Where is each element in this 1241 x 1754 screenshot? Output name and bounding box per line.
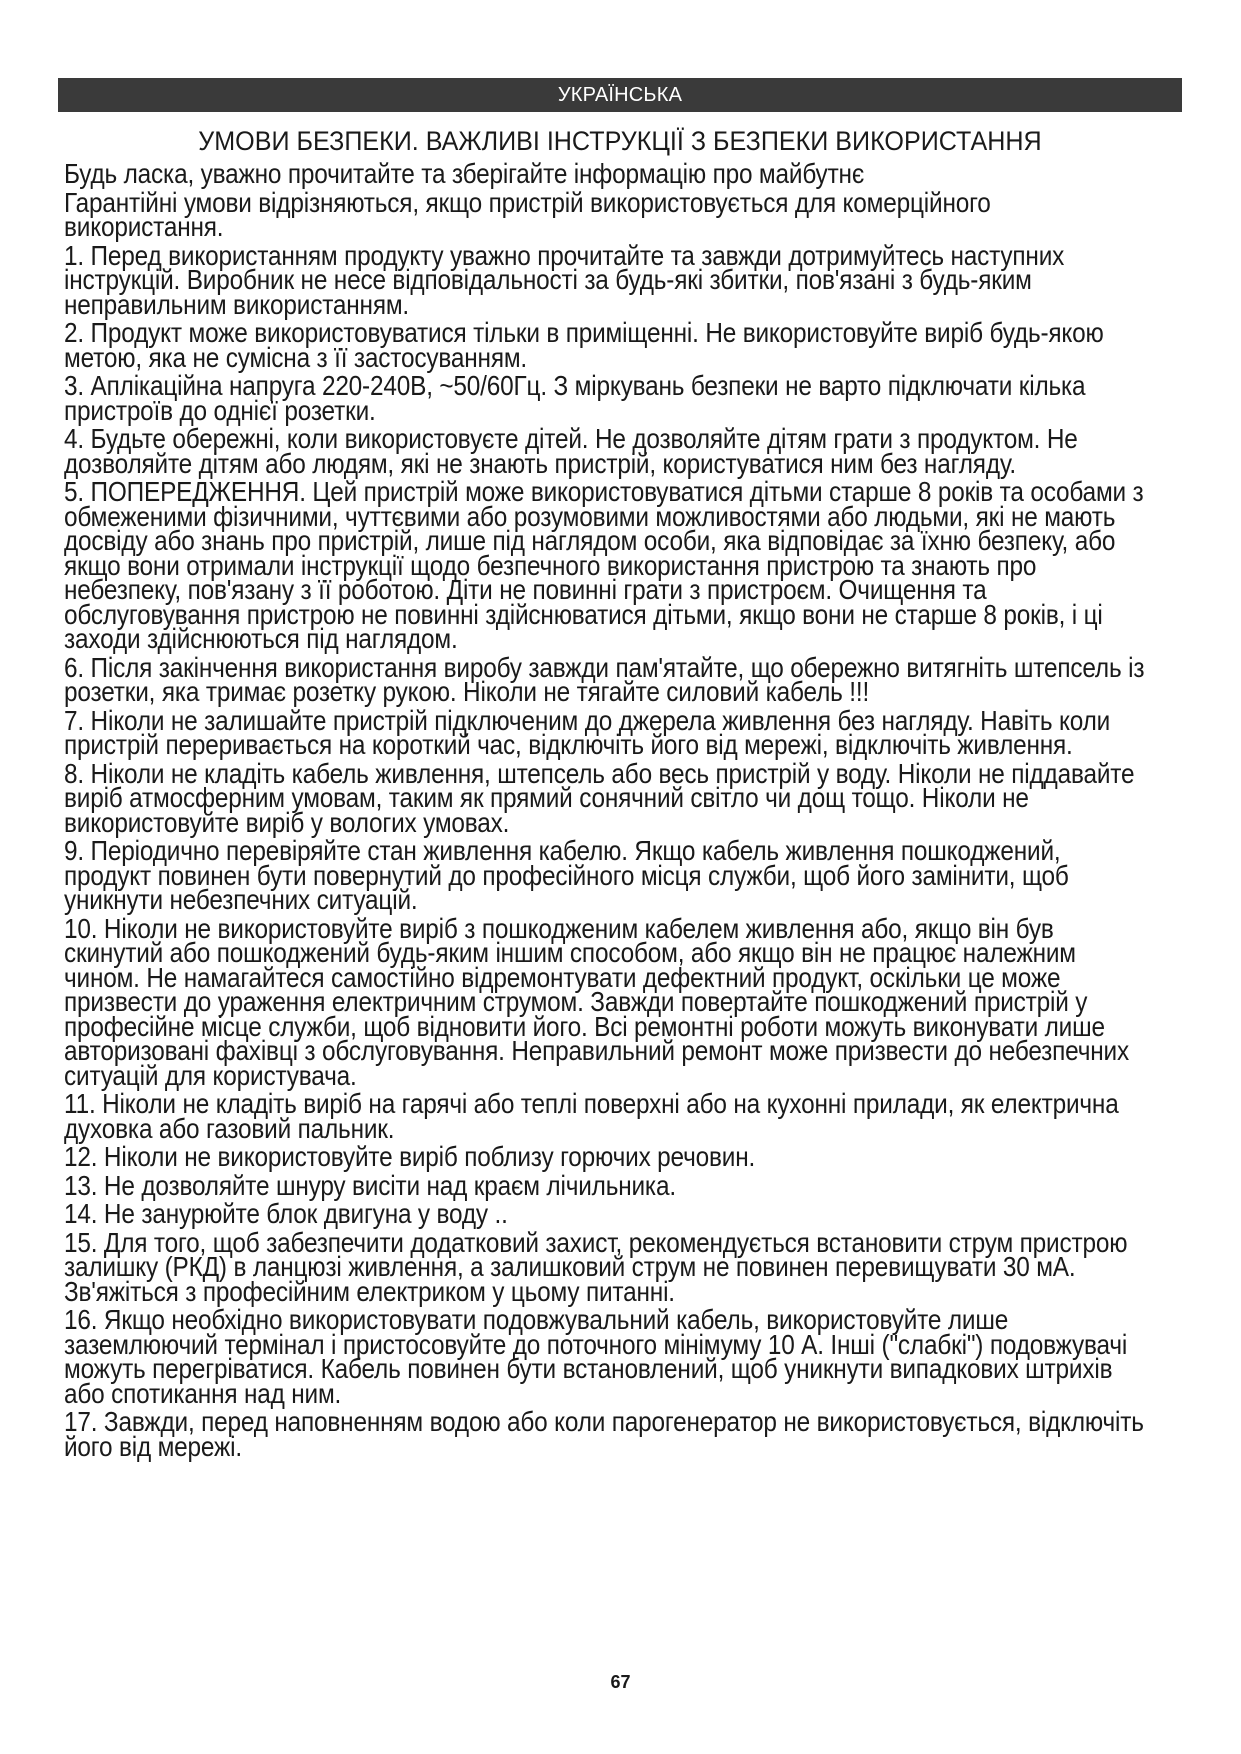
instruction-item-14: 14. Не занурюйте блок двигуна у воду .. bbox=[64, 1198, 508, 1229]
instruction-item-7: 7. Ніколи не залишайте пристрій підключеним до джерела живлення без нагляду. Навіть коли пристрій переривається на короткий час, відключіть його від мережі, відключіть живлення. bbox=[64, 704, 1111, 760]
intro-paragraph: Будь ласка, уважно прочитайте та зберігайте інформацію про майбутнє bbox=[64, 158, 865, 189]
instruction-item-13: 13. Не дозволяйте шнуру висіти над краєм лічильника. bbox=[64, 1169, 676, 1201]
page-number: 67 bbox=[610, 1672, 631, 1692]
instruction-item-4: 4. Будьте обережні, коли використовуєте дітей. Не дозволяйте дітям грати з продуктом. Не дозволяйте дітям або людям, які не знають пристрій, користуватися ним без нагляду. bbox=[64, 423, 1078, 479]
instruction-item-16: 16. Якщо необхідно використовувати подовжувальний кабель, використовуйте лише заземлюючий термінал і пристосовуйте до поточного мінімуму 10 А. Інші ("слабкі") подовжувачі можуть перегріватися. Кабель повинен бути встановлений, щоб уникнути випадкових штрихів або спотикання над ним. bbox=[64, 1304, 1128, 1409]
instruction-item-2: 2. Продукт може використовуватися тільки в приміщенні. Не використовуйте виріб будь-якою метою, яка не сумісна з її застосуванням. bbox=[64, 317, 1104, 373]
instruction-item-17: 17. Завжди, перед наповненням водою або коли парогенератор не використовується, відключіть його від мережі. bbox=[64, 1406, 1144, 1462]
instruction-item-5: 5. ПОПЕРЕДЖЕННЯ. Цей пристрій може використовуватися дітьми старше 8 років та особами з обмеженими фізичними, чуттєвими або розумовими можливостями або людьми, які не мають досвіду або знань про пристрій, лише під наглядом особи, яка відповідає за їхню безпеку, або якщо вони отримали інструкції щодо безпечного використання пристрою та знають про небезпеку, пов'язану з її роботою. Діти не повинні грати з пристроєм. Очищення та обслуговування пристрою не повинні здійснюватися дітьми, якщо вони не старше 8 років, і ці заходи здійснюються під наглядом. bbox=[64, 476, 1144, 654]
safety-section-title: УМОВИ БЕЗПЕКИ. ВАЖЛИВІ ІНСТРУКЦІЇ З БЕЗПЕКИ ВИКОРИСТАННЯ bbox=[198, 126, 1042, 156]
instruction-item-15: 15. Для того, щоб забезпечити додатковий захист, рекомендується встановити струм пристрою залишку (РКД) в ланцюзі живлення, а залишковий струм не повинен перевищувати 30 мА. Зв'яжіться з професійним електриком у цьому питанні. bbox=[64, 1226, 1128, 1307]
instruction-item-1: 1. Перед використанням продукту уважно прочитайте та завжди дотримуйтесь наступних інструкцій. Виробник не несе відповідальності за будь-які збитки, пов'язані з будь-яким неправильним використанням. bbox=[64, 239, 1065, 320]
instruction-item-8: 8. Ніколи не кладіть кабель живлення, штепсель або весь пристрій у воду. Ніколи не піддавайте виріб атмосферним умовам, таким як прямий сонячний світло чи дощ тощо. Ніколи не використовуйте виріб у вологих умовах. bbox=[64, 757, 1135, 838]
safety-instructions-body bbox=[64, 158, 1152, 1463]
instruction-item-10: 10. Ніколи не використовуйте виріб з пошкодженим кабелем живлення або, якщо він був скинутий або пошкоджений будь-яким іншим способом, або якщо він не працює належним чином. Не намагайтеся самостійно відремонтувати дефектний продукт, оскільки це може призвести до ураження електричним струмом. Завжди повертайте пошкоджений пристрій у професійне місце служби, щоб відновити його. Всі ремонтні роботи можуть виконувати лише авторизовані фахівці з обслуговування. Неправильний ремонт може призвести до небезпечних ситуацій для користувача. bbox=[64, 912, 1129, 1091]
instruction-item-11: 11. Ніколи не кладіть виріб на гарячі або теплі поверхні або на кухонні прилади, як електрична духовка або газовий пальник. bbox=[64, 1088, 1119, 1144]
instruction-item-9: 9. Періодично перевіряйте стан живлення кабелю. Якщо кабель живлення пошкоджений, продукт повинен бути повернутий до професійного місця служби, щоб його замінити, щоб уникнути небезпечних ситуацій. bbox=[64, 835, 1069, 915]
instruction-item-12: 12. Ніколи не використовуйте виріб поблизу горючих речовин. bbox=[64, 1141, 756, 1172]
instruction-item-6: 6. Після закінчення використання виробу завжди пам'ятайте, що обережно витягніть штепсель із розетки, яка тримає розетку рукою. Ніколи не тягайте силовий кабель !!! bbox=[64, 651, 1145, 707]
intro-paragraph: Гарантійні умови відрізняються, якщо пристрій використовується для комерційного використання. bbox=[64, 186, 991, 242]
instruction-item-3: 3. Аплікаційна напруга 220-240В, ~50/60Гц. З міркувань безпеки не варто підключати кілька пристроїв до однієї розетки. bbox=[64, 370, 1086, 426]
language-header-bar: УКРАЇНСЬКА bbox=[58, 78, 1182, 112]
